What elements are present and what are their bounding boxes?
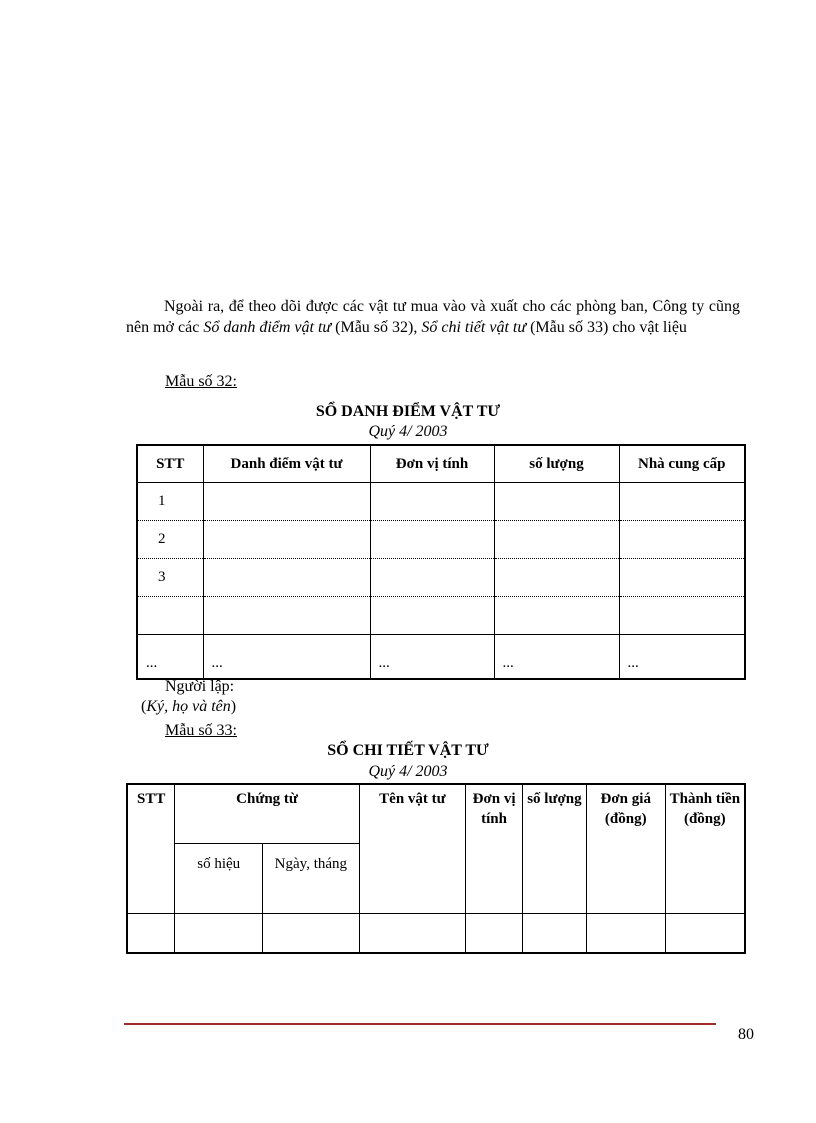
- header-so-luong: số lượng: [494, 445, 619, 483]
- header-don-vi-tinh: Đơn vị tính: [370, 445, 494, 483]
- form33-title: SỔ CHI TIẾT VẬT TƯ: [327, 742, 489, 759]
- table-cell: [619, 483, 745, 521]
- signer-note-text: Ký, họ và tên: [146, 698, 231, 715]
- intro-text-1: Ngoài ra, để theo dõi được các vật tư mua vào và xuất cho các phòng ban, Công ty cũng nên mở các: [126, 298, 740, 336]
- header-so-hieu: số hiệu: [175, 844, 263, 914]
- table-cell: [665, 914, 745, 954]
- header-danh-diem: Danh điểm vật tư: [203, 445, 370, 483]
- signer-note: [141, 698, 236, 716]
- table-row: [127, 914, 745, 954]
- header-nha-cung-cap: Nhà cung cấp: [619, 445, 745, 483]
- table-cell: [619, 521, 745, 559]
- table-cell: [494, 559, 619, 597]
- header-thanh-tien: Thành tiền (đồng): [665, 784, 745, 914]
- table-row: [137, 483, 745, 521]
- table-cell: 3: [137, 559, 203, 597]
- signer-note-open: (: [141, 698, 147, 715]
- header-ngay-thang: Ngày, tháng: [263, 844, 360, 914]
- header-stt: STT: [137, 445, 203, 483]
- table-cell: [370, 483, 494, 521]
- form33-table: [126, 783, 746, 954]
- header-don-gia: Đơn giá (đồng): [586, 784, 665, 914]
- table-cell: [586, 914, 665, 954]
- header-don-vi-tinh: Đơn vị tính: [466, 784, 523, 914]
- table-cell: [494, 521, 619, 559]
- header-chung-tu: Chứng từ: [175, 784, 359, 844]
- table-cell: [127, 914, 175, 954]
- table-header-row: [127, 784, 745, 844]
- table-cell: ...: [146, 655, 158, 671]
- table-cell: [203, 559, 370, 597]
- form33-label: Mẫu số 33:: [165, 722, 237, 739]
- signer-note-close: ): [230, 698, 237, 715]
- table-cell: [263, 914, 360, 954]
- table-cell: [466, 914, 523, 954]
- intro-italic-2: Sổ chi tiết vật tư: [421, 319, 527, 336]
- table-cell: [203, 521, 370, 559]
- table-cell: 1: [137, 483, 203, 521]
- table-cell: ...: [494, 635, 619, 680]
- table-cell: [523, 914, 587, 954]
- table-header-row: [137, 445, 745, 483]
- form32-subtitle: Quý 4/ 2003: [368, 423, 448, 440]
- table-cell: [175, 914, 263, 954]
- table-cell: ...: [619, 635, 745, 680]
- intro-text-3: (Mẫu số 33) cho vật liệu: [526, 319, 687, 336]
- table-cell: [619, 559, 745, 597]
- header-stt: STT: [127, 784, 175, 914]
- intro-italic-1: Sổ danh điểm vật tư: [203, 319, 336, 336]
- table-cell: [359, 914, 466, 954]
- form32-table: [136, 444, 746, 680]
- table-cell: [370, 559, 494, 597]
- header-so-luong: số lượng: [523, 784, 587, 914]
- form32-title: SỔ DANH ĐIỂM VẬT TƯ: [315, 403, 501, 420]
- page-number: 80: [738, 1026, 754, 1043]
- form33-subtitle: Quý 4/ 2003: [368, 763, 448, 780]
- footer-rule: [124, 1023, 716, 1025]
- form32-label: Mẫu số 32:: [165, 373, 237, 390]
- table-row: [137, 521, 745, 559]
- table-cell: 2: [137, 521, 203, 559]
- table-cell: ...: [370, 635, 494, 680]
- header-ten-vat-tu: Tên vật tư: [359, 784, 466, 914]
- table-cell: ...: [203, 635, 370, 680]
- table-cell: [203, 597, 370, 635]
- table-cell: [494, 483, 619, 521]
- table-row: [137, 635, 745, 680]
- signer-label: Người lập:: [165, 678, 235, 695]
- table-cell: [203, 483, 370, 521]
- table-row: [137, 597, 745, 635]
- table-cell: [137, 597, 203, 635]
- table-cell: [619, 597, 745, 635]
- intro-text-2: (Mẫu số 32),: [335, 319, 422, 336]
- table-cell: [370, 521, 494, 559]
- intro-paragraph: [126, 296, 740, 338]
- table-row: [137, 559, 745, 597]
- table-cell: [494, 597, 619, 635]
- table-cell: [370, 597, 494, 635]
